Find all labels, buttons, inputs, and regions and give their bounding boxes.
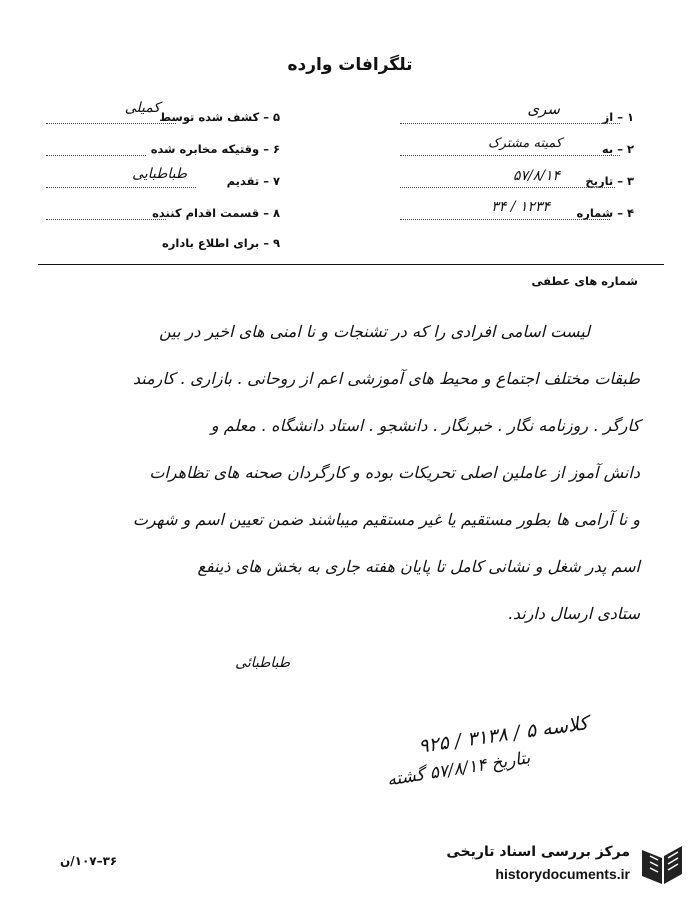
field-transmitted-label: ۶ – وقتیکه مخابره شده — [150, 142, 280, 156]
field-number-label: ۴ – شماره — [576, 206, 634, 220]
body-line: لیست اسامی افرادی را که در تشنجات و نا امنی های اخیر در بین — [159, 322, 590, 341]
field-decoded-by-label: ۵ – کشف شده توسط — [159, 110, 280, 124]
footer-code: ۳۶–۱۰۷/ن — [60, 854, 118, 868]
document-title: تلگرافات وارده — [287, 55, 413, 75]
watermark-name: مرکز بررسی اسناد تاریخی — [446, 844, 630, 860]
body-line: اسم پدر شغل و نشانی کامل تا پایان هفته جاری به بخش های ذینفع — [197, 557, 640, 576]
field-from-value: سری — [527, 100, 560, 118]
field-action-dept-line — [46, 218, 166, 220]
watermark-url: historydocuments.ir — [495, 866, 630, 882]
field-from-line — [400, 122, 620, 124]
header-divider — [38, 264, 664, 265]
field-to-line — [400, 154, 620, 156]
field-to-value: کمیته مشترک — [488, 136, 562, 151]
field-decoded-by-value: کمیلی — [124, 100, 160, 116]
field-submitted-value: طباطبایی — [132, 166, 187, 182]
field-action-dept-label: ۸ – قسمت اقدام کننده — [152, 206, 280, 220]
field-number-value: ۱۲۳۴ / ۳۴ — [491, 199, 550, 215]
body-line: کارگر . روزنامه نگار . خبرنگار . دانشجو . استاد دانشگاه . معلم و — [210, 416, 640, 435]
book-logo-icon — [638, 842, 686, 888]
registration-date-annotation: بتاریخ ۵۷/۸/۱۴ گشته — [385, 748, 532, 791]
signature: طباطبائی — [235, 655, 290, 671]
body-line: ستادی ارسال دارند. — [507, 604, 640, 623]
field-submitted-line — [46, 186, 196, 188]
registration-annotation: کلاسه ۵ / ۳۱۳۸ / ۹۲۵ — [416, 712, 590, 758]
field-to-label: ۲ – به — [601, 142, 634, 156]
field-decoded-by-line — [46, 122, 176, 124]
watermark — [420, 840, 690, 890]
field-info-label: ۹ – برای اطلاع باداره — [162, 236, 280, 250]
body-line: و نا آرامی ها بطور مستقیم یا غیر مستقیم میباشند ضمن تعیین اسم و شهرت — [132, 510, 640, 529]
field-date-line — [400, 186, 615, 188]
reference-numbers-label: شماره های عطفی — [531, 274, 638, 288]
field-from-label: ۱ – از — [602, 110, 634, 124]
field-date-label: ۳ – تاریخ — [585, 174, 634, 188]
field-transmitted-line — [46, 154, 146, 156]
body-line: دانش آموز از عاملین اصلی تحریکات بوده و کارگردان صحنه های تظاهرات — [149, 463, 640, 482]
body-line: طبقات مختلف اجتماع و محیط های آموزشی اعم از روحانی . بازاری . کارمند — [132, 369, 640, 388]
field-number-line — [400, 218, 610, 220]
field-date-value: ۵۷/۸/۱۴ — [512, 168, 560, 184]
field-submitted-label: ۷ – تقدیم — [226, 174, 280, 188]
